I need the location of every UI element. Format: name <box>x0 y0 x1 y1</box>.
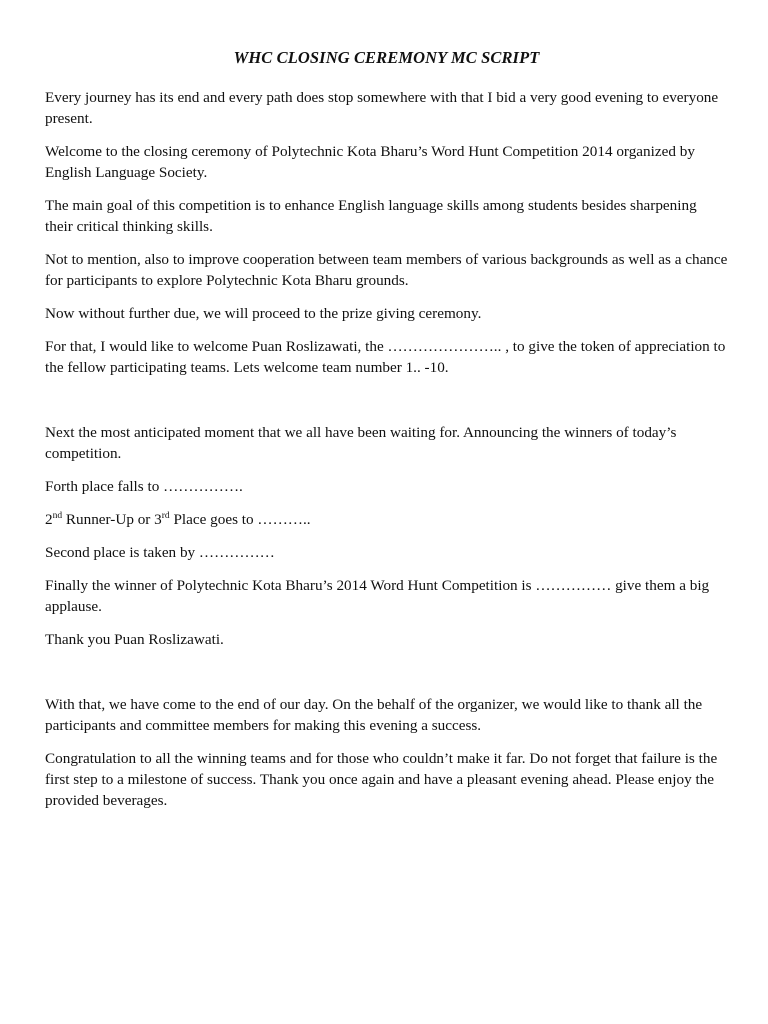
paragraph-winner: Finally the winner of Polytechnic Kota Bharu’s 2014 Word Hunt Competition is …………… give them a big applause. <box>45 577 710 615</box>
runner-up-number: 2 <box>45 511 53 528</box>
paragraph-fourth-place: Forth place falls to ……………. <box>45 478 243 495</box>
paragraph-closing: With that, we have come to the end of our day. On the behalf of the organizer, we would like to thank all the participants and committee members for making this evening a success. <box>45 696 703 734</box>
paragraph-announcing: Next the most anticipated moment that we all have been waiting for. Announcing the winners of today’s competition. <box>45 424 677 462</box>
third-place-ordinal-suffix: rd <box>161 510 170 521</box>
paragraph-congrats: Congratulation to all the winning teams and for those who couldn’t make it far. Do not forget that failure is the first step to a milestone of success. Thank you once again and have a pleasant evening ahead. Please enjoy the provided beverages. <box>45 750 718 809</box>
document-title: WHC CLOSING CEREMONY MC SCRIPT <box>233 48 540 67</box>
paragraph-cooperation: Not to mention, also to improve cooperation between team members of various backgrounds as well as a chance for participants to explore Polytechnic Kota Bharu grounds. <box>45 251 728 289</box>
paragraph-goal: The main goal of this competition is to enhance English language skills among students besides sharpening their critical thinking skills. <box>45 197 697 235</box>
paragraph-thanks-guest: Thank you Puan Roslizawati. <box>45 631 224 648</box>
paragraph-welcome-guest: For that, I would like to welcome Puan Roslizawati, the ………………….. , to give the token of appreciation to the fellow participating teams. Lets welcome team number 1.. -10. <box>45 338 726 376</box>
runner-up-rest-text: Place goes to ……….. <box>169 511 311 528</box>
paragraph-runner-up <box>45 509 728 530</box>
paragraph-prize-intro: Now without further due, we will proceed to the prize giving ceremony. <box>45 305 482 322</box>
runner-up-middle-text: Runner-Up or 3 <box>62 511 162 528</box>
paragraph-welcome: Welcome to the closing ceremony of Polytechnic Kota Bharu’s Word Hunt Competition 2014 organized by English Language Society. <box>45 143 695 181</box>
runner-up-ordinal-suffix: nd <box>52 510 63 521</box>
paragraph-second-place: Second place is taken by …………… <box>45 544 275 561</box>
paragraph-opening: Every journey has its end and every path does stop somewhere with that I bid a very good evening to everyone present. <box>45 89 719 127</box>
